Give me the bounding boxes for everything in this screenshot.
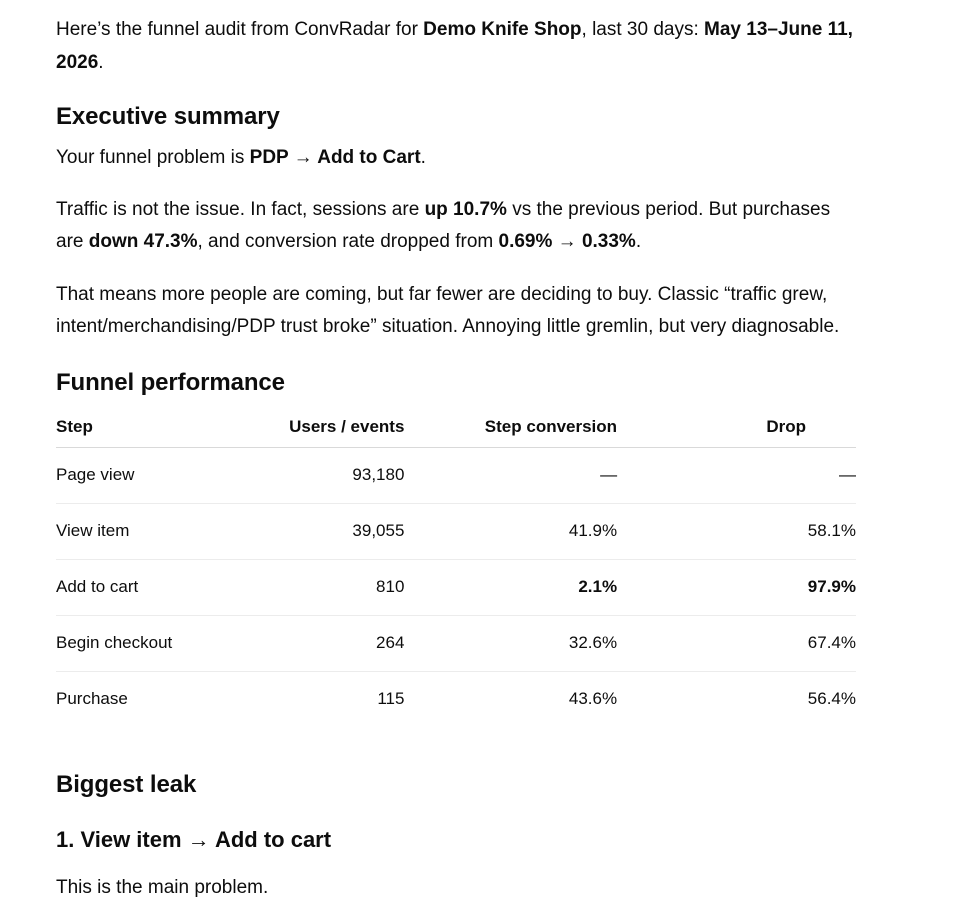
users-cell: 115 bbox=[377, 689, 405, 708]
table-row bbox=[56, 671, 856, 727]
leak-subheading: 1. View item → Add to cart bbox=[56, 826, 332, 852]
column-header-users: Users / events bbox=[244, 408, 404, 448]
users-cell: 39,055 bbox=[244, 503, 404, 559]
conversion-cell: 2.1% bbox=[404, 559, 617, 615]
step-cell: Add to cart bbox=[56, 559, 244, 615]
drop-cell: — bbox=[617, 447, 856, 503]
drop-cell: 56.4% bbox=[807, 689, 856, 708]
table-header-row bbox=[56, 408, 856, 448]
problem-step: PDP → Add to Cart bbox=[249, 147, 421, 168]
drop-cell: 58.1% bbox=[617, 503, 856, 559]
sessions-change: up 10.7% bbox=[424, 198, 507, 220]
problem-paragraph bbox=[56, 142, 856, 175]
traffic-period: . bbox=[635, 231, 642, 252]
table-row bbox=[56, 447, 856, 503]
drop-cell: 97.9% bbox=[617, 559, 856, 615]
table-row bbox=[56, 503, 856, 559]
problem-period: . bbox=[420, 147, 426, 168]
table-row bbox=[56, 559, 856, 615]
intro-paragraph bbox=[56, 14, 856, 79]
step-cell: Begin checkout bbox=[56, 615, 244, 671]
conversion-cell: 41.9% bbox=[404, 503, 617, 559]
problem-text: Your funnel problem is bbox=[56, 147, 250, 168]
users-cell: 810 bbox=[244, 559, 404, 615]
column-header-drop: Drop bbox=[617, 408, 856, 448]
conversion-cell: 32.6% bbox=[404, 615, 617, 671]
intro-text: Here’s the funnel audit from ConvRadar for bbox=[56, 19, 424, 40]
diagnosis-paragraph: That means more people are coming, but far fewer are deciding to buy. Classic “traffic grew, intent/merchandising/PDP trust broke” situation. Annoying little gremlin, but very diagnosable. bbox=[56, 283, 840, 337]
conversion-cell: 43.6% bbox=[568, 689, 618, 708]
executive-summary-heading: Executive summary bbox=[56, 103, 280, 130]
conversion-cell: — bbox=[404, 447, 617, 503]
purchases-change: down 47.3% bbox=[88, 231, 198, 252]
drop-cell: 67.4% bbox=[617, 615, 856, 671]
traffic-paragraph bbox=[56, 194, 856, 259]
column-header-step: Step bbox=[56, 408, 244, 448]
users-cell: 264 bbox=[244, 615, 404, 671]
traffic-text-3: , and conversion rate dropped from bbox=[197, 231, 499, 252]
chat-response bbox=[56, 14, 856, 904]
traffic-text-2: vs the previous period. But purchases are bbox=[56, 198, 831, 252]
table-row bbox=[56, 615, 856, 671]
leak-paragraph: This is the main problem. bbox=[56, 876, 269, 898]
shop-name: Demo Knife Shop bbox=[423, 19, 582, 40]
funnel-performance-heading: Funnel performance bbox=[56, 368, 285, 396]
step-cell: Page view bbox=[56, 447, 244, 503]
step-cell: Purchase bbox=[56, 689, 128, 708]
date-range: May 13–June 11, 2026 bbox=[56, 19, 853, 73]
conversion-rate-change: 0.69% → 0.33% bbox=[498, 231, 636, 252]
funnel-table bbox=[56, 408, 856, 727]
intro-period: . bbox=[98, 51, 104, 73]
traffic-text: Traffic is not the issue. In fact, sessions are bbox=[56, 198, 425, 220]
intro-text-2: , last 30 days: bbox=[581, 19, 705, 40]
users-cell: 93,180 bbox=[244, 447, 404, 503]
column-header-conversion: Step conversion bbox=[404, 408, 617, 448]
biggest-leak-heading: Biggest leak bbox=[56, 770, 197, 798]
step-cell: View item bbox=[56, 503, 244, 559]
